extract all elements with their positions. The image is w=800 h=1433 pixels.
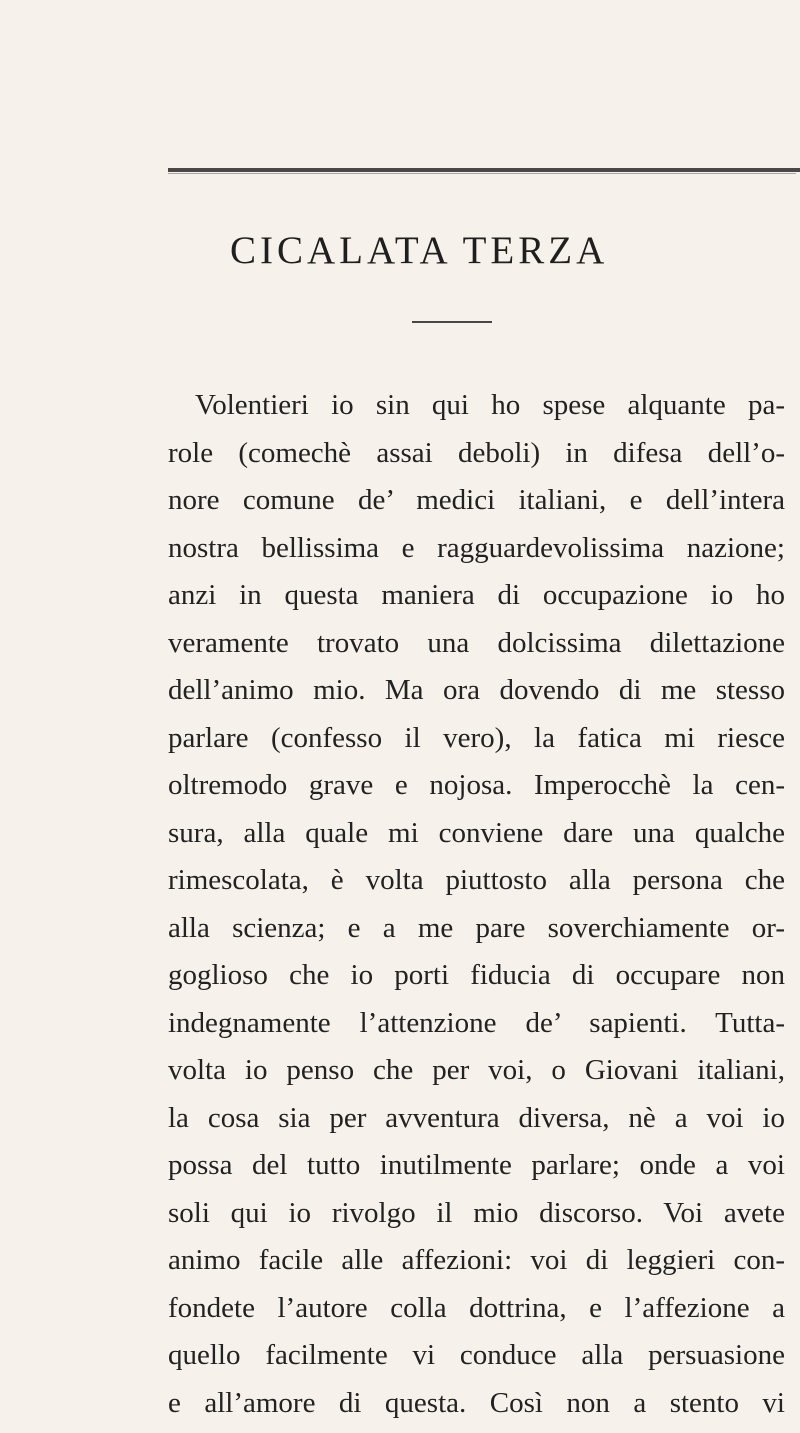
text-line: animo facile alle affezioni: voi di leggieri con- xyxy=(168,1244,785,1276)
text-line: role (comechè assai deboli) in difesa dell’o- xyxy=(168,436,785,469)
top-decorative-rule-thin xyxy=(168,173,796,174)
text-line: nostra bellissima e ragguardevolissima nazione; xyxy=(168,531,785,564)
text-line: rimescolata, è volta piuttosto alla persona che xyxy=(168,864,785,896)
text-line: quello facilmente vi conduce alla persuasione xyxy=(168,1339,785,1371)
text-line: volta io penso che per voi, o Giovani italiani, xyxy=(168,1054,785,1086)
text-line: soli qui io rivolgo il mio discorso. Voi avete xyxy=(168,1196,785,1229)
text-line: Volentieri io sin qui ho spese alquante pa- xyxy=(195,389,785,421)
heading-divider xyxy=(412,321,492,323)
text-line: parlare (confesso il vero), la fatica mi riesce xyxy=(168,721,785,754)
text-line: nore comune de’ medici italiani, e dell’intera xyxy=(168,484,785,516)
text-line: anzi in questa maniera di occupazione io ho xyxy=(168,579,785,611)
text-line: veramente trovato una dolcissima dilettazione xyxy=(168,626,785,659)
text-line: alla scienza; e a me pare soverchiamente or- xyxy=(168,911,785,944)
text-line: possa del tutto inutilmente parlare; onde a voi xyxy=(168,1149,785,1181)
text-line: fondete l’autore colla dottrina, e l’affezione a xyxy=(168,1291,785,1324)
text-line: dell’animo mio. Ma ora dovendo di me stesso xyxy=(168,674,785,706)
text-line: e all’amore di questa. Così non a stento vi xyxy=(168,1386,785,1419)
body-paragraph xyxy=(168,382,785,1427)
text-line: goglioso che io porti fiducia di occupare non xyxy=(168,959,785,991)
chapter-heading: CICALATA TERZA xyxy=(230,229,609,272)
top-decorative-rule xyxy=(168,168,800,172)
text-line: indegnamente l’attenzione de’ sapienti. Tutta- xyxy=(168,1006,785,1039)
text-line: oltremodo grave e nojosa. Imperocchè la cen- xyxy=(168,769,785,801)
text-line: sura, alla quale mi conviene dare una qualche xyxy=(168,816,785,849)
text-line: la cosa sia per avventura diversa, nè a voi io xyxy=(168,1101,785,1134)
